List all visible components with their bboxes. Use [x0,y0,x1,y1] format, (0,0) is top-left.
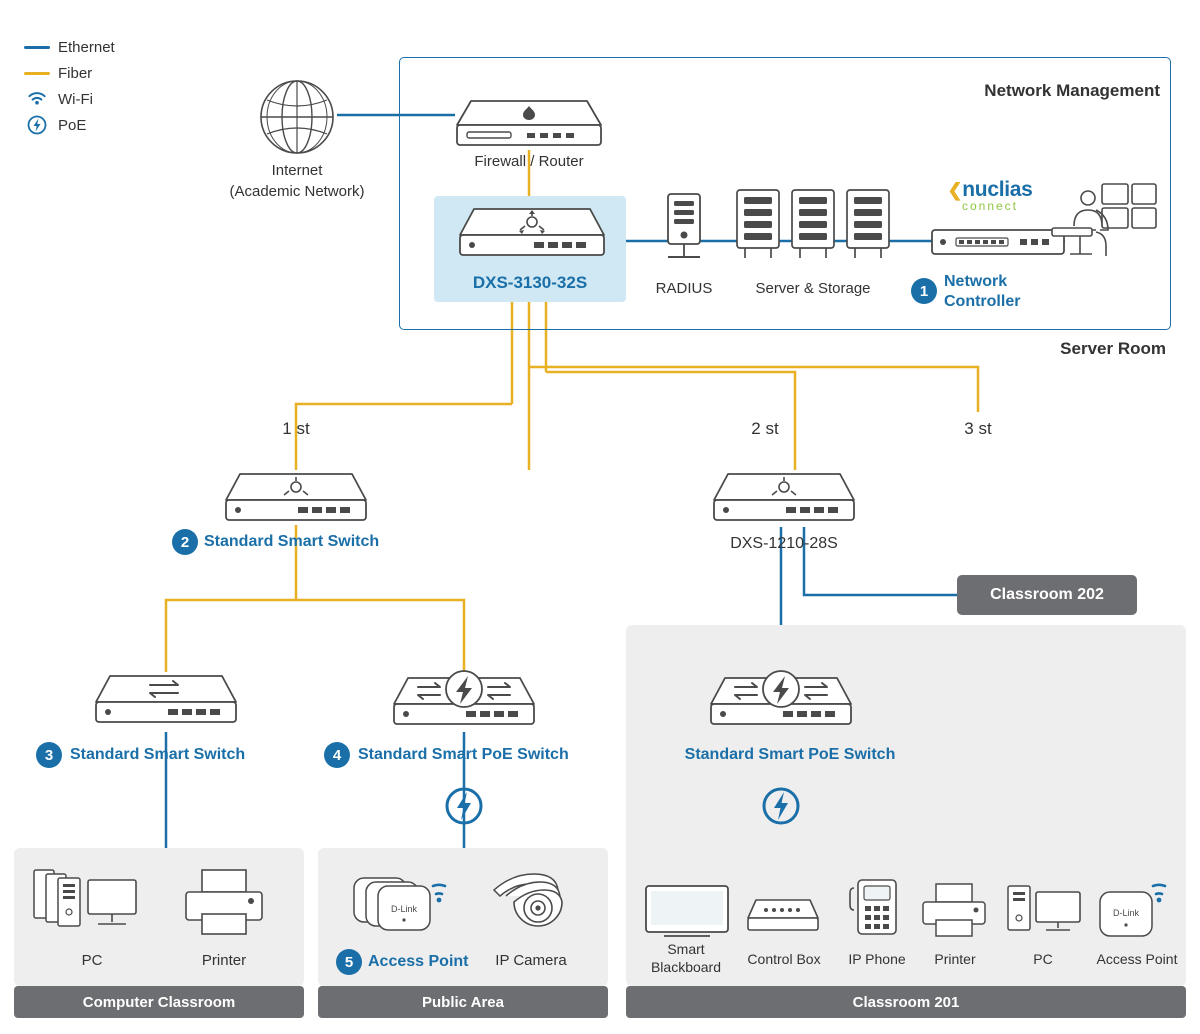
svg-text:D-Link: D-Link [390,904,418,914]
radius-label: RADIUS [655,280,713,297]
uplink-label-floor3: 3 st [964,419,992,438]
floor2-switch-label: DXS-1210-28S [730,535,838,552]
classroom-201-label: Classroom 201 [852,993,960,1011]
ethernet-line-icon [22,46,52,49]
public-switch-label: Standard Smart PoE Switch [358,746,569,763]
core-switch-icon [456,203,608,266]
room201-switch-label: Standard Smart PoE Switch [684,746,896,763]
firewall-router-label: Firewall / Router [474,153,584,170]
printer-icon [178,868,270,945]
control-box-icon [744,894,822,939]
smart-blackboard-label-line1: Smart [667,941,705,957]
public-switch-icon [388,662,542,737]
legend-label-fiber: Fiber [58,64,93,82]
poe-icon [22,115,52,135]
public-area-label-bar [318,986,608,1018]
internet-label-line2: (Academic Network) [229,183,365,200]
floor1-switch-label: Standard Smart Switch [204,533,380,550]
server-storage-icon [733,188,893,269]
classroom-202-tag [957,575,1137,615]
ip-phone-icon [848,878,906,945]
badge-floor1-switch: 2 [172,529,198,555]
access-point-201-icon [1094,880,1180,945]
fiber-line-icon [22,72,52,75]
legend-label-ethernet: Ethernet [58,38,115,56]
badge-classroom-switch: 3 [36,742,62,768]
printer-label: Printer [201,952,247,969]
legend-item-fiber [22,60,115,86]
network-controller-label-line2: Controller [944,293,1021,310]
classroom-202-label: Classroom 202 [990,586,1104,603]
network-management-title: Network Management [984,81,1160,100]
smart-blackboard-icon [644,884,730,945]
uplink-label-floor2: 2 st [751,419,779,438]
network-controller-icon [930,226,1066,265]
pc-label: PC [81,952,103,969]
legend-label-wifi: Wi-Fi [58,90,93,108]
radius-server-icon [659,192,709,269]
access-point-label: Access Point [368,953,469,970]
badge-network-controller: 1 [911,278,937,304]
legend-item-ethernet [22,34,115,60]
internet-globe-icon [258,78,336,161]
room201-switch-icon [705,662,859,737]
ip-camera-label: IP Camera [495,952,567,969]
uplink-label-floor1: 1 st [282,419,310,438]
administrator-workstation-icon [1050,180,1160,269]
floor1-switch-icon [222,468,370,531]
internet-label-line1: Internet [271,162,323,179]
floor2-switch-icon [710,468,858,531]
pc-201-label: PC [1033,951,1053,967]
smart-blackboard-label-line2: Blackboard [650,959,722,975]
wifi-icon [22,90,52,108]
poe-badge-room201 [761,786,801,831]
poe-badge-public [444,786,484,831]
legend-item-poe [22,112,115,138]
network-controller-label-line1: Network [944,273,1008,290]
computer-classroom-label-bar [14,986,304,1018]
classroom-201-label-bar [626,986,1186,1018]
server-room-title: Server Room [1060,339,1166,358]
public-area-label: Public Area [422,993,504,1011]
printer-201-label: Printer [934,951,976,967]
nuclias-logo [930,178,1050,213]
printer-201-icon [918,882,992,945]
ip-camera-icon [488,872,580,945]
control-box-label: Control Box [747,951,821,967]
core-switch-label: DXS-3130-32S [472,273,588,292]
classroom-switch-label: Standard Smart Switch [70,746,246,763]
badge-access-point: 5 [336,949,362,975]
pc-201-icon [1004,882,1088,945]
nuclias-name: ❮nuclias [947,178,1033,201]
svg-text:D-Link: D-Link [1112,908,1140,918]
badge-public-switch: 4 [324,742,350,768]
computer-classroom-label: Computer Classroom [82,993,236,1011]
access-point-201-label: Access Point [1096,951,1178,967]
nuclias-sub: connect [961,199,1019,213]
ip-phone-label: IP Phone [848,951,906,967]
classroom-switch-icon [92,670,240,733]
pc-group-icon [32,862,156,947]
legend-label-poe: PoE [58,116,87,134]
legend-item-wifi [22,86,115,112]
server-storage-label: Server & Storage [755,280,871,297]
firewall-router-icon [453,95,605,156]
legend [22,34,115,138]
access-point-group-icon [352,868,462,945]
